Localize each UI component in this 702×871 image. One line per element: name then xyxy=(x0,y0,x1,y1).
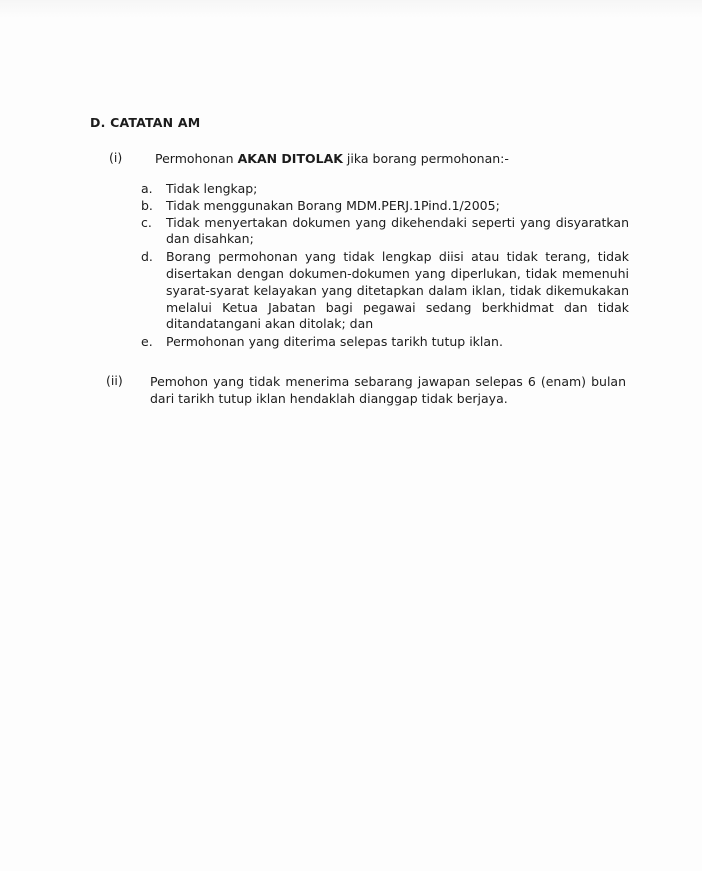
list-item-letter: e. xyxy=(141,334,153,350)
item-i-number: (i) xyxy=(109,150,123,165)
list-item-letter: d. xyxy=(141,249,153,265)
list-item xyxy=(141,198,629,215)
list-item xyxy=(141,249,629,333)
item-i-text-after: jika borang permohonan:- xyxy=(342,151,509,166)
item-i-text-bold: AKAN DITOLAK xyxy=(237,151,343,166)
section-title: D. CATATAN AM xyxy=(90,115,201,130)
item-ii-number: (ii) xyxy=(106,373,123,388)
list-item-text: Tidak menyertakan dokumen yang dikehendaki seperti yang disyaratkan dan disahkan; xyxy=(166,214,629,247)
list-item-text: Tidak menggunakan Borang MDM.PERJ.1Pind.1/2005; xyxy=(166,197,500,213)
rejection-criteria-list xyxy=(141,181,629,351)
list-item-letter: c. xyxy=(141,214,152,230)
item-ii-text: Pemohon yang tidak menerima sebarang jawapan selepas 6 (enam) bulan dari tarikh tutup iklan hendaklah dianggap tidak berjaya. xyxy=(150,374,626,406)
list-item xyxy=(141,334,629,351)
item-i-text-before: Permohonan xyxy=(155,151,238,166)
list-item-text: Borang permohonan yang tidak lengkap diisi atau tidak terang, tidak disertakan dengan dokumen-dokumen yang diperlukan, tidak memenuhi syarat-syarat kelayakan yang ditetapkan dalam iklan, tidak dikemukakan melalui Ketua Jabatan bagi pegawai sedang berkhidmat dan tidak ditandatangani akan ditolak; dan xyxy=(166,249,629,332)
list-item xyxy=(141,215,629,249)
list-item-letter: b. xyxy=(141,197,153,213)
list-item-text: Permohonan yang diterima selepas tarikh tutup iklan. xyxy=(166,334,503,350)
list-item-letter: a. xyxy=(141,181,153,196)
list-item-text: Tidak lengkap; xyxy=(166,181,258,196)
item-i-intro xyxy=(155,150,625,167)
list-item xyxy=(141,181,629,198)
